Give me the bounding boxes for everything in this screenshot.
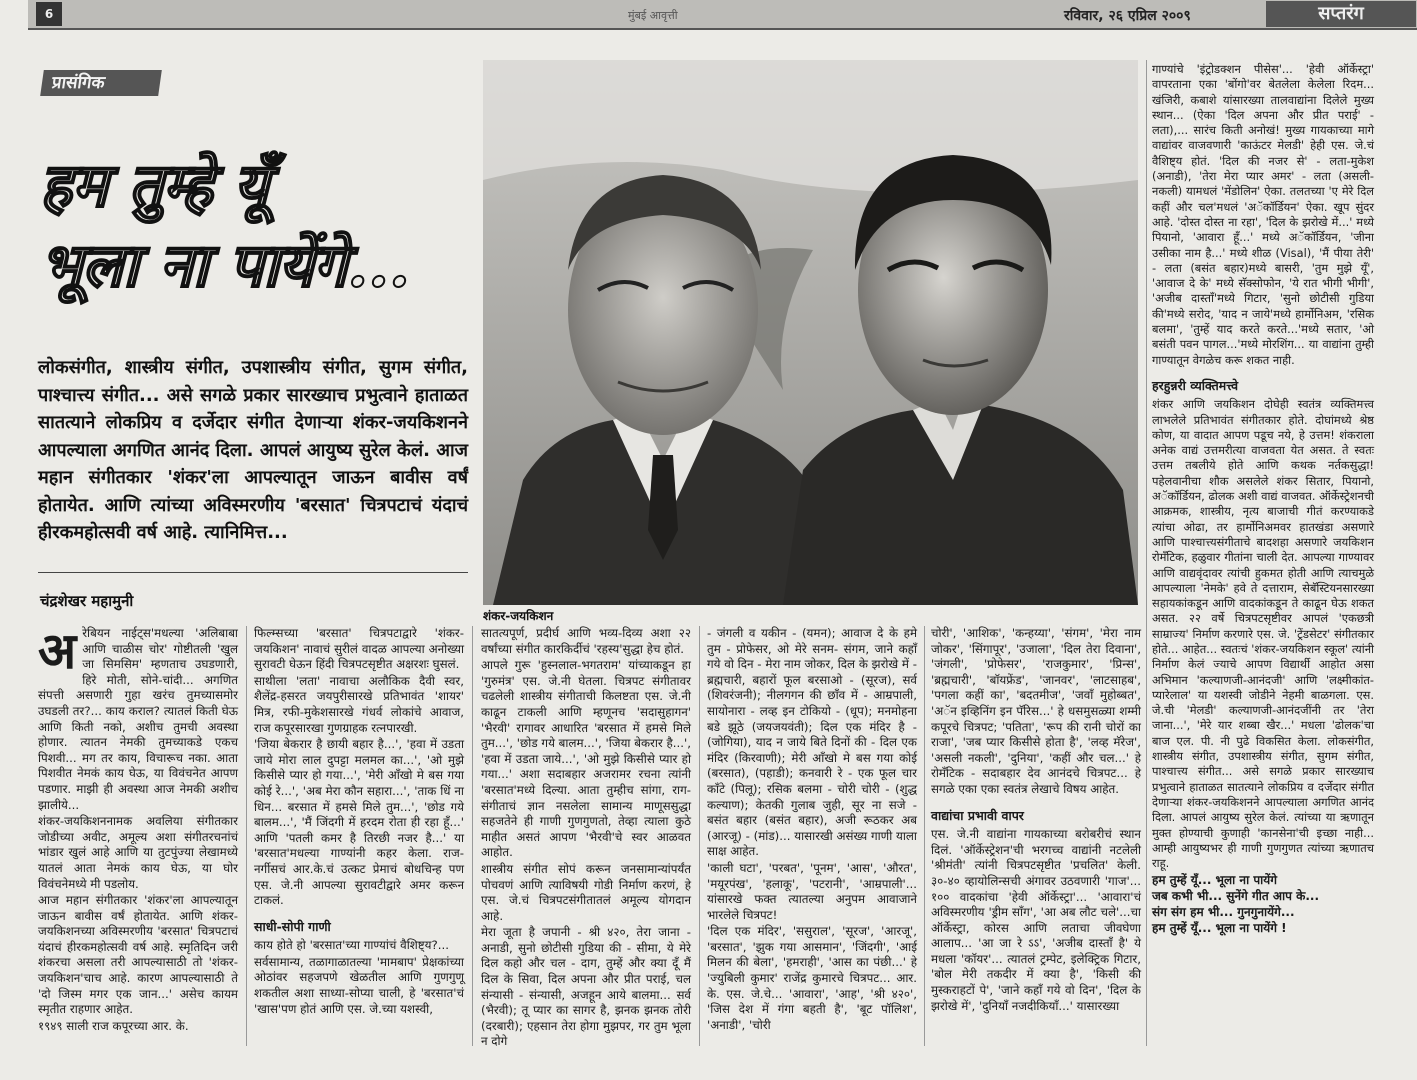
column-6 [1152,62,1374,936]
paragraph: शंकर आणि जयकिशन दोघेही स्वतंत्र व्यक्तिमत्त्व लाभलेले प्रतिभावंत संगीतकार होते. दोघांमध्ये श्रेष्ठ कोण, या वादात आपण पडूच नये, हे उत्तम! शंकराला अनेक वाद्यं उत्तमरीत्या वाजवता येत असत. ते स्वतः उत्तम तबलीये होते आणि कथक नर्तकसुद्धा! पहेलवानीचा शौक असलेले शंकर सितार, पियानो, अॅकॉर्डियन, ढोलक अशी वाद्यं वाजवत. ऑर्केस्ट्रेशनची आक्रमक, शास्त्रीय, नृत्य बाजाची गीतं करण्याकडे त्यांचा ओढा, तर हार्मोनिअमवर हातखंडा असणारे आणि पाश्चात्त्यसंगीताचे बादशहा असणारे जयकिशन रोमँटिक, हळुवार गीतांना चाली देत. आपल्या गाण्यावर आणि वाद्यवृंदावर त्यांची हुकमत होती आणि त्याचमुळे आपल्याला 'नेमके' हवे ते दत्ताराम, सेबॅस्टियनसारख्या सहायकांकडून आणि वादकांकडून ते काढून घेऊ शकत असत. २२ वर्षे चित्रपटसृष्टीवर आपलं 'एकछत्री साम्राज्य' निर्माण करणारे एस. जे. 'ट्रेंडसेटर' संगीतकार होते... आहेत... स्वतःचं 'शंकर-जयकिशन स्कूल' त्यांनी निर्माण केलं ज्याचे आपण विद्यार्थी आहोत असा अभिमान 'कल्याणजी-आनंदजी' आणि 'लक्ष्मीकांत-प्यारेलाल' या यशस्वी जोडीने नेहमी बाळगला. एस. जे.ची 'मेलडी' कल्याणजी-आनंदजींनी तर 'तेरा जाना...', 'मेरे यार शब्बा खैर...' मधला 'ढोलक'चा बाज एल. पी. नी पुढे विकसित केला. लोकसंगीत, शास्त्रीय संगीत, उपशास्त्रीय संगीत, सुगम संगीत, पाश्चात्त्य संगीत... असे सगळे प्रकार सारख्याच प्रभुत्वाने हाताळत सातत्याने लोकप्रिय व दर्जेदार संगीत देणाऱ्या शंकर-जयकिशनने आपल्याला अगणित आनंद दिला. आपलं आयुष्य सुरेल केलं. त्यांच्या या ऋणातून मुक्त होण्याची कुणाही 'कानसेना'ची इच्छा नाही... आम्ही आयुष्यभर ही गाणी गुणगुणत त्यांच्या ऋणातच राहू. [1152,397,1374,871]
column-4 [707,626,917,1034]
paragraph: १९४९ साली राज कपूरच्या आर. के. [38,1018,189,1033]
kicker-label: प्रासंगिक [40,70,162,96]
paragraph: काय होते हो 'बरसात'च्या गाण्यांचं वैशिष्ट्य?... [254,938,450,953]
column-divider [246,626,247,1046]
photo-shankar-jaikishan [483,60,1138,605]
drop-cap: अ [38,621,77,680]
paragraph: फिल्म्सच्या 'बरसात' चित्रपटाद्वारे 'शंकर-जयकिशन' नावाचं सुरीलं वादळ आपल्या अनोख्या सुरावटी घेऊन हिंदी चित्रपटसृष्टीत अक्षरशः घुसलं. [254,626,464,672]
closing-lyric-1: हम तुम्हें यूँ... भूला ना पायेंगे [1152,873,1277,888]
paragraph: गाण्यांचे 'इंट्रोडक्शन पीसेस'... 'हेवी ऑर्केस्ट्रा' वापरताना एका 'बोंगो'वर बेतलेला केलेला रिदम... खंजिरी, कबाशे यांसारख्या तालवाद्यांना दिलेले मुख्य स्थान... (ऐका 'दिल अपना और प्रीत पराई' - लता),... सारंच किती अनोखं! मुख्य गायकाच्या मागे वाद्यांवर वाजवणारी 'काऊंटर मेलडी' हेही एस. जे.चं वैशिष्ट्य होतं. 'दिल की नजर से' - लता-मुकेश (अनाडी), 'तेरा मेरा प्यार अमर' - लता (असली-नकली) यामधलं 'मेंडोलिन' ऐका. तलतच्या 'ए मेरे दिल कहीं और चल'मधलं 'अॅकॉर्डियन' ऐका. खूप सुंदर आहे. 'दोस्त दोस्त ना रहा', 'दिल के झरोखे में...' मध्ये पियानो, 'आवारा हूँ...' मध्ये अॅकॉर्डियन, 'जीना उसीका नाम है...' मध्ये शीळ (Visal), 'मैं पीया तेरी' - लता (बसंत बहार)मध्ये बासरी, 'तुम मुझे यूँ', 'आवाज दे के' मध्ये सॅक्सोफोन, 'ये रात भीगी भीगी', 'अजीब दास्ताँ'मध्ये गिटार, 'सुनो छोटीसी गुडिया की'मध्ये सरोद, 'याद न जाये'मध्ये हार्मोनिअम, 'रसिक बलमा', 'तुम्हें याद करते करते...'मध्ये सतार, 'ओ बसंती पवन पागल...'मध्ये मोरशिंग... या वाद्यांना तुम्ही गाण्यातून वेगळेच करू शकत नाही. [1152,62,1374,367]
byline: चंद्रशेखर महामुनी [40,592,134,610]
paragraph: शास्त्रीय संगीत सोपं करून जनसामान्यांपर्यंत पोचवणं आणि त्याविषयी गोडी निर्माण करणं, हे एस. जे.चं चित्रपटसंगीतातलं अमूल्य योगदान आहे. [481,861,691,923]
column-divider [1146,60,1147,1046]
paragraph: आज महान संगीतकार 'शंकर'ला आपल्यातून जाऊन बावीस वर्षं होतायेत. आणि शंकर-जयकिशनच्या अविस्मरणीय 'बरसात' चित्रपटाचं यंदाचं हीरकमहोत्सवी वर्ष आहे. स्मृतिदिन जरी शंकरचा असला तरी आपल्यासाठी तो 'शंकर-जयकिशन'चाच आहे. कारण आपल्यासाठी ते 'दो जिस्म मगर एक जान...' असेच कायम स्मृतीत राहणार आहेत. [38,893,238,1017]
headline-line-2: भूला ना पायेंगे... [40,231,410,301]
edition-info: मुंबई आवृत्ती [628,9,678,22]
deck: लोकसंगीत, शास्त्रीय संगीत, उपशास्त्रीय संगीत, सुगम संगीत, पाश्चात्त्य संगीत... असे सगळे प्रकार सारख्याच प्रभुत्वाने हाताळत सातत्याने लोकप्रिय व दर्जेदार संगीत देणाऱ्या शंकर-जयकिशनने आपल्याला अगणित आनंद दिला. आपलं आयुष्य सुरेल केलं. आज महान संगीतकार 'शंकर'ला आपल्यातून जाऊन बावीस वर्षं होतायेत. आणि त्यांच्या अविस्मरणीय 'बरसात' चित्रपटाचं यंदाचं हीरकमहोत्सवी वर्ष आहे. त्यानिमित्त... [38,357,468,543]
column-divider [924,626,925,1046]
photo-illustration [483,60,1138,605]
column-divider [472,626,473,1046]
paragraph: 'काली घटा', 'परबत', 'पूनम', 'आस', 'औरत', 'मयूरपंख', 'हलाकू', 'पटरानी', 'आम्रपाली'... यांसारखे फक्त त्यातल्या अनुपम आवाजाने भारलेले चित्रपट! [707,860,917,922]
closing-lyric-2: जब कभी भी... सुनेंगे गीत आप के... [1152,889,1320,904]
masthead [28,0,1417,30]
closing-lyric-3: संग संग हम भी... गुनगुनायेंगे... [1152,905,1295,920]
column-3 [481,626,691,1051]
divider-rule [38,572,468,573]
paragraph: सर्वसामान्य, तळागाळातल्या 'मामबाप' प्रेक्षकांच्या ओठांवर सहजपणे खेळतील आणि गुणगुणू शकतील अशा साध्या-सोप्या चाली, हे 'बरसात'चं 'खास'पण होतं आणि एस. जे.च्या यशस्वी, [254,954,464,1016]
column-5 [931,626,1141,1015]
page-number: 6 [36,2,62,26]
headline [40,146,480,306]
paragraph: सातत्यपूर्ण, प्रदीर्घ आणि भव्य-दिव्य अशा २२ वर्षांच्या संगीत कारकिर्दीचं 'रहस्य'सुद्धा हेच होतं. [481,626,691,656]
paragraph: एस. जे.नी वाद्यांना गायकाच्या बरोबरीचं स्थान दिलं. 'ऑर्केस्ट्रेशन'ची भरगच्च वाद्यांनी नटलेली 'श्रीमंती' त्यांनी चित्रपटसृष्टीत 'प्रचलित' केली. ३०-४० व्हायोलिन्सची अंगावर उठवणारी 'गाज'... १०० वादकांचा 'हेवी ऑर्केस्ट्रा'... 'आवारा'चं अविस्मरणीय 'ड्रीम साँग', 'आ अब लौट चले'...चा ऑर्केस्ट्रा, कोरस आणि लताचा जीवघेणा आलाप... 'आ जा रे ऽऽ', 'अजीब दास्ताँ है' ये मधला 'कॉयर'... त्यातलं ट्रम्पेट, इलेक्ट्रिक गिटार, 'बोल मेरी तकदीर में क्या है', 'किसी की मुस्कराहटों पे', 'जाने कहाँ गये वो दिन', 'दिल के झरोखे में', 'दुनियाँ नजदीकियाँ...' यासारख्या [931,827,1141,1013]
paragraph: चोरी', 'आशिक', 'कन्हय्या', 'संगम', 'मेरा नाम जोकर', 'सिंगापूर', 'उजाला', 'दिल तेरा दिवाना', 'जंगली', 'प्रोफेसर', 'राजकुमार', 'प्रिन्स', 'ब्रह्मचारी', 'बॉयफ्रेंड', 'जानवर', 'लाटसाहब', 'पगला कहीं का', 'बदतमीज', 'जवाँ मुहोब्बत', 'अॅन इव्हिनिंग इन पॅरिस...' हे धसमुसळ्या शम्मी कपूरचे चित्रपट; 'पतिता', 'रूप की रानी चोरों का राजा', 'जब प्यार किसीसे होता है', 'लव्ह मॅरेज', 'असली नकली', 'दुनिया', 'कहीं और चल...' हे रोमँटिक - सदाबहार देव आनंदचे चित्रपट... हे सगळे एका एका स्वतंत्र लेखाचे विषय आहेत. [931,626,1141,796]
paragraph: साथीला 'लता' नावाचा अलौकिक दैवी स्वर, शैलेंद्र-हसरत जयपुरीसारखे प्रतिभावंत 'शायर' मित्र, रफी-मुकेशसारखे गंधर्व लोकांचे आवाज, राज कपूरसारखा गुणग्राहक रत्नपारखी. [254,673,464,735]
column-2 [254,626,464,1018]
headline-line-1: हम तुम्हे यूँ [40,151,269,221]
issue-date: रविवार, २६ एप्रिल २००९ [1064,8,1191,24]
subheading: साधी-सोपी गाणी [254,918,331,934]
paragraph [38,621,238,813]
paragraph: आपले गुरू 'हुस्नलाल-भगतराम' यांच्याकडून हा 'गुरुमंत्र' एस. जे.नी घेतला. चित्रपट संगीतावर चढलेली शास्त्रीय संगीताची किलष्टता एस. जे.नी काढून टाकली आणि म्हणूनच 'सदासुहागन' 'भैरवी' रागावर आधारित 'बरसात में हमसे मिले तुम...', 'छोड गये बालम...', 'जिया बेकरार है...', 'हवा में उडता जाये...', 'ओ मुझे किसीसे प्यार हो गया...' अशा सदाबहार अजरामर रचना त्यांनी 'बरसात'मध्ये दिल्या. आता तुम्हीच सांगा, राग-संगीताचं ज्ञान नसलेला सामान्य माणूससुद्धा सहजतेने ही गाणी गुणगुणतो, तेव्हा त्याला कुठे माहीत असतं आपण 'भैरवी'चे स्वर आळवत आहोत. [481,658,691,860]
subheading: वाद्यांचा प्रभावी वापर [931,807,1024,823]
column-1 [38,621,238,1035]
subheading: हरहुन्नरी व्यक्तिमत्त्वे [1152,377,1239,393]
paragraph: 'जिया बेकरार है छायी बहार है...', 'हवा में उडता जाये मोरा लाल दुपट्टा मलमल का...', 'ओ मुझे किसीसे प्यार हो गया...', 'मेरी आँखो मे बस गया कोई रे...', 'अब मेरा कौन सहारा...', 'ताक धिं ना धिन... बरसात में हमसे मिले तुम...', 'छोड गये बालम...', 'मैं जिंदगी में हरदम रोता ही रहा हूँ...' आणि 'पतली कमर है तिरछी नजर है...' या 'बरसात'मधल्या गाण्यांनी कहर केला. राज-नर्गीसचं आर.के.चं उत्कट प्रेमाचं बोधचिन्ह पण एस. जे.नी आपल्या सुरावटीद्वारे अमर करून टाकलं. [254,737,464,908]
paragraph: - जंगली व यकीन - (यमन); आवाज दे के हमे तुम - प्रोफेसर, ओ मेरे सनम- संगम, जाने कहाँ गये वो दिन - मेरा नाम जोकर, दिल के झरोखे में - ब्रह्मचारी, बहारों फूल बरसाओ - (सूरज), सर्व (शिवरंजनी); नीलगगन की छाँव में - आम्रपाली, सायोनारा - लव्ह इन टोकियो - (धूप); मनमोहना बडे झूठे (जयजयवंती); दिल एक मंदिर है - (जोगिया), याद न जाये बिते दिनों की - दिल एक मंदिर (किरवाणी); मेरी आँखो मे बस गया कोई (बरसात), (पहाडी); कनवारी रे - एक फूल चार काँटे (पिलू); रसिक बलमा - चोरी चोरी - (शुद्ध कल्याण); केतकी गुलाब जुही, सूर ना सजे - बसंत बहार (बसंत बहार), अजी रूठकर अब (आरजू) - (मांड)... यासारखी असंख्य गाणी याला साक्ष आहेत. [707,626,917,859]
section-name: सप्तरंग [1266,1,1416,27]
paragraph-text: रेबियन नाईट्स'मधल्या 'अलिबाबा आणि चाळीस चोर' गोष्टीतली 'खुल जा सिमसिम' म्हणताच उघडणारी, हिरे मोती, सोने-चांदी... अगणित संपत्ती असणारी गुहा खरंच तुमच्यासमोर उघडली तर?... काय कराल? त्यातलं किती घेऊ आणि किती नको, अशीच तुमची अवस्था होणार. त्यातन नेमकी तुमच्याकडे एकच पिशवी... मग तर काय, विचारूच नका. आता पिशवीत नेमकं काय घेऊ, या विवंचनेत आपण पडणार. माझी ही अवस्था आज नेमकी अशीच झालीये... [38,626,238,812]
paragraph: मेरा जूता है जपानी - श्री ४२०, तेरा जाना - अनाडी, सुनो छोटीसी गुडिया की - सीमा, ये मेरे दिल कहो और चल - दाग, तुम्हें और क्या दूँ मैं दिल के सिवा, दिल अपना और प्रीत पराई, चल संन्यासी - संन्यासी, अजहून आये बालमा... सर्व (भैरवी); तू प्यार का सागर है, झनक झनक तोरी (दरबारी); एहसान तेरा होगा मुझपर, गर तुम भूला न दोगे [481,925,691,1049]
closing-lyric-4: हम तुम्हें यूँ... भूला ना पायेंगे ! [1152,921,1287,936]
paragraph: शंकर-जयकिशननामक अवलिया संगीतकार जोडीच्या अवीट, अमूल्य अशा संगीतरचनांचं भांडार खुलं आहे आणि या तुटपुंज्या लेखामध्ये यातलं आता नेमकं काय घेऊ, या घोर विवंचनेमध्ये मी पडलोय. [38,814,238,891]
photo-caption: शंकर-जयकिशन [483,609,554,623]
column-divider [699,626,700,1046]
paragraph: 'दिल एक मंदिर', 'ससुराल', 'सूरज', 'आरजू', 'बरसात', 'झुक गया आसमान', 'जिंदगी', 'आई मिलन की बेला', 'हमराही', 'आस का पंछी...' हे 'ज्युबिली कुमार' राजेंद्र कुमारचे चित्रपट... आर. के. एस. जे.चे... 'आवारा', 'आह', 'श्री ४२०', 'जिस देश में गंगा बहती है', 'बूट पॉलिश', 'अनाडी', 'चोरी [707,924,917,1032]
